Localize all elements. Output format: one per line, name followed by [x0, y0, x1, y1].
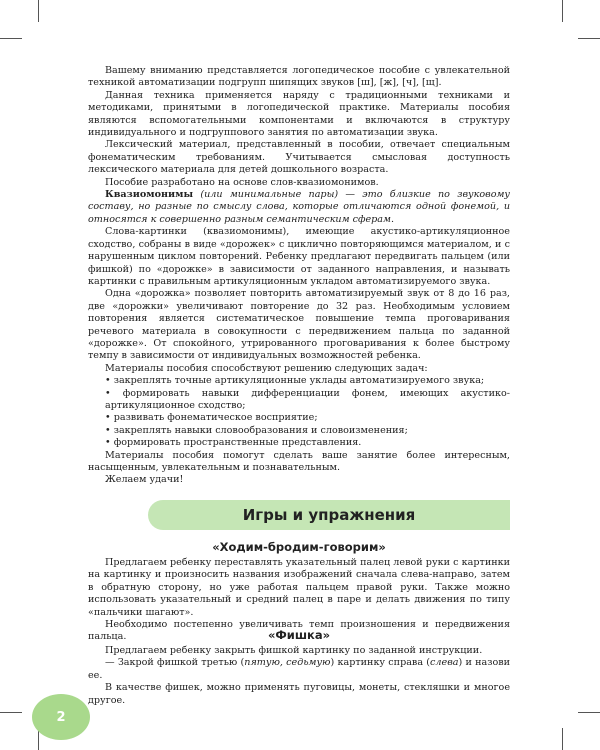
intro-paragraph: Данная техника применяется наряду с традиционными техниками и методиками, принятыми в логопедической практике. Материалы пособия являются вспомогательными компонентами и включаются в структуру индивидуального и подгруппового занятия по автоматизации звука.: [88, 89, 510, 139]
game-title: «Ходим-бродим-говорим»: [212, 540, 386, 554]
crop-mark: [38, 0, 39, 22]
game-instruction: [88, 657, 510, 682]
task-item: • формировать навыки дифференциации фонем, имеющих акустико-артикуляционное сходство;: [105, 387, 510, 411]
instruction-italic: пятую, седьмую: [244, 657, 331, 669]
crop-mark: [0, 38, 22, 39]
section-title: Игры и упражнения: [242, 506, 416, 524]
game-paragraph: В качестве фишек, можно применять пуговицы, монеты, стекляшки и многое другое.: [88, 682, 510, 706]
term-parenthetical: (или минимальные пары): [193, 189, 339, 201]
instruction-text: ) и назови ее.: [88, 657, 511, 681]
intro-paragraph: Одна «дорожка» позволяет повторить автоматизируемый звук от 8 до 16 раз, две «дорожки» увеличивают повторение до 32 раз. Необходимым условием повторения является систематическое повышение темпа проговаривания речевого материала в совокупности с передвижением пальца по заданной «дорожке». От спокойного, утрированного проговаривания к более быстрому темпу в зависимости от индивидуальных возможностей ребенка.: [88, 288, 510, 362]
section-header-banner: [148, 500, 510, 530]
game-paragraph: Необходимо постепенно увеличивать темп произношения и передвижения пальца.: [88, 619, 510, 643]
crop-mark: [562, 0, 563, 22]
crop-mark: [578, 38, 600, 39]
task-item: • формировать пространственные представления.: [105, 437, 362, 449]
game-fishka: [88, 628, 510, 707]
crop-mark: [562, 728, 563, 750]
intro-paragraph: Лексический материал, представленный в пособии, отвечает специальным фонематическим требованиям. Учитывается смысловая доступность лексического материала для детей дошкольного возраста.: [88, 139, 510, 176]
term-bold: Квазиомонимы: [105, 189, 194, 201]
intro-paragraph: Материалы пособия способствуют решению следующих задач:: [105, 362, 428, 374]
crop-mark: [0, 712, 22, 713]
task-item: • развивать фонематическое восприятие;: [105, 412, 318, 424]
intro-text: [88, 65, 510, 487]
game-paragraph: Предлагаем ребенку переставлять указательный палец левой руки с картинки на картинку и произносить названия изображений сначала слева-направо, затем в обратную сторону, но уже работая пальцем правой руки. Также можно использовать указательный и средний палец в паре и делать движения по типу «пальчики шагают».: [88, 557, 510, 618]
instruction-text: — Закрой фишкой третью (: [105, 657, 245, 669]
page-number-badge: [32, 694, 90, 740]
intro-paragraph: Материалы пособия помогут сделать ваше занятие более интересным, насыщенным, увлекательным и познавательным.: [88, 449, 510, 473]
page-number: 2: [56, 709, 66, 725]
intro-paragraph: Слова-картинки (квазиомонимы), имеющие акустико-артикуляционное сходство, собраны в виде «дорожек» с циклично повторяющимся материалом, и с нарушенным циклом повторений. Ребенку предлагают передвигать пальцем (или фишкой) по «дорожке» в зависимости от заданного направления, и называть картинки с правильным артикуляционным укладом автоматизируемого звука.: [88, 226, 510, 287]
term-definition: — это близкие по звуковому составу, но разные по смыслу слова, которые отличаются одной фонемой, и относятся к совершенно разным семантическим сферам.: [88, 189, 510, 225]
intro-paragraph: Желаем удачи!: [105, 474, 184, 486]
game-paragraph: Предлагаем ребенку закрыть фишкой картинку по заданной инструкции.: [105, 645, 483, 656]
instruction-italic: слева: [430, 657, 459, 669]
intro-paragraph: Вашему вниманию представляется логопедическое пособие с увлекательной техникой автоматизации подгрупп шипящих звуков [ш], [ж], [ч], [щ].: [88, 65, 510, 89]
task-item: • закреплять точные артикуляционные уклады автоматизируемого звука;: [105, 375, 485, 387]
intro-paragraph: Пособие разработано на основе слов-квазиомонимов.: [105, 176, 379, 188]
definition-paragraph: [88, 189, 510, 226]
task-item: • закреплять навыки словообразования и словоизменения;: [105, 424, 408, 436]
game-title: «Фишка»: [267, 628, 331, 642]
instruction-text: ) картинку справа (: [330, 657, 431, 669]
crop-mark: [578, 712, 600, 713]
